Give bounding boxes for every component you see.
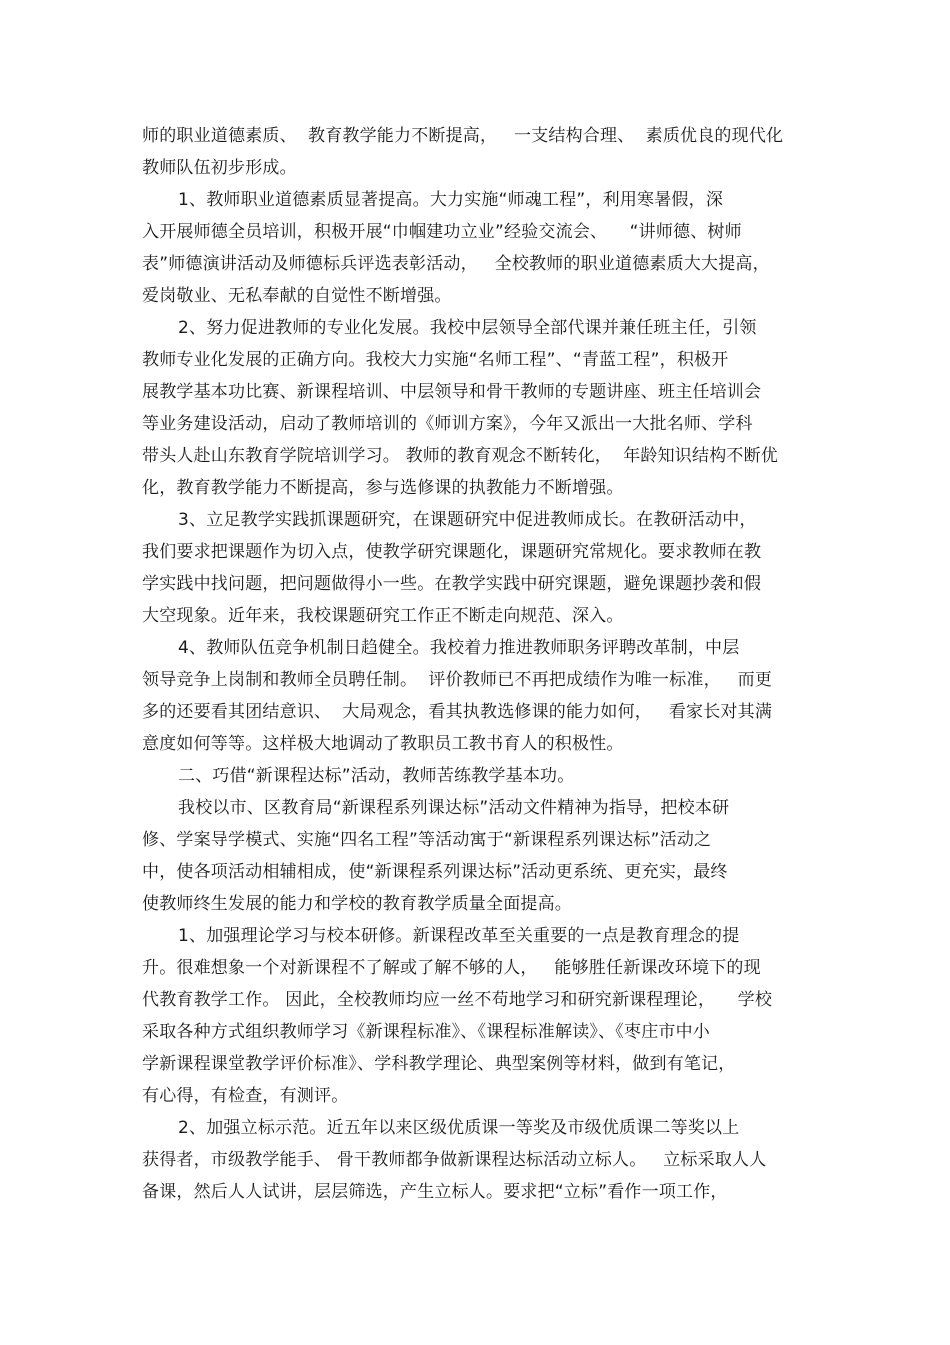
text-line: 4、教师队伍竞争机制日趋健全。我校着力推进教师职务评聘改革制，中层 bbox=[178, 638, 740, 658]
text-line: 中，使各项活动相辅相成，使“新课程系列课达标”活动更系统、更充实，最终 bbox=[142, 862, 728, 882]
text-line: 展教学基本功比赛、新课程培训、中层领导和骨干教师的专题讲座、班主任培训会 bbox=[142, 382, 762, 402]
text-line: 意度如何等等。这样极大地调动了教职员工教书育人的积极性。 bbox=[142, 734, 624, 754]
text-line: 学新课程课堂教学评价标准》、学科教学理论、典型案例等材料，做到有笔记， bbox=[142, 1054, 736, 1074]
text-line: 等业务建设活动，启动了教师培训的《师训方案》，今年又派出一大批名师、学科 bbox=[142, 414, 753, 434]
text-line: 我们要求把课题作为切入点，使教学研究课题化，课题研究常规化。要求教师在教 bbox=[142, 542, 762, 562]
text-line: 2、努力促进教师的专业化发展。我校中层领导全部代课并兼任班主任，引领 bbox=[178, 318, 757, 338]
text-line: 多的还要看其团结意识、 大局观念，看其执教选修课的能力如何， 看家长对其满 bbox=[142, 702, 773, 722]
text-line: 采取各种方式组织教师学习《新课程标准》、《课程标准解读》、《枣庄市中小 bbox=[142, 1022, 710, 1042]
text-line: 领导竞争上岗制和教师全员聘任制。 评价教师已不再把成绩作为唯一标准， 而更 bbox=[142, 670, 773, 690]
text-line: 3、立足教学实践抓课题研究，在课题研究中促进教师成长。在教研活动中， bbox=[178, 510, 757, 530]
text-line: 入开展师德全员培训，积极开展“巾帼建功立业”经验交流会、 “讲师德、树师 bbox=[142, 222, 742, 242]
text-line: 1、加强理论学习与校本研修。新课程改革至关重要的一点是教育理念的提 bbox=[178, 926, 740, 946]
text-line: 我校以市、区教育局“新课程系列课达标”活动文件精神为指导，把校本研 bbox=[178, 798, 730, 818]
text-line: 升。很难想象一个对新课程不了解或了解不够的人， 能够胜任新课改环境下的现 bbox=[142, 958, 761, 978]
text-line: 教师专业化发展的正确方向。我校大力实施“名师工程”、“青蓝工程”，积极开 bbox=[142, 350, 729, 370]
text-line: 使教师终生发展的能力和学校的教育教学质量全面提高。 bbox=[142, 894, 572, 914]
text-line: 化，教育教学能力不断提高，参与选修课的执教能力不断增强。 bbox=[142, 478, 624, 498]
text-line: 1、教师职业道德素质显著提高。大力实施“师魂工程”，利用寒暑假，深 bbox=[178, 190, 724, 210]
text-line: 备课，然后人人试讲，层层筛选，产生立标人。要求把“立标”看作一项工作， bbox=[142, 1182, 728, 1202]
text-line: 代教育教学工作。 因此，全校教师均应一丝不苟地学习和研究新课程理论， 学校 bbox=[142, 990, 773, 1010]
text-line: 修、学案导学模式、实施“四名工程”等活动寓于“新课程系列课达标”活动之 bbox=[142, 830, 712, 850]
text-line: 学实践中找问题，把问题做得小一些。在教学实践中研究课题，避免课题抄袭和假 bbox=[142, 574, 762, 594]
text-line: 教师队伍初步形成。 bbox=[142, 158, 297, 178]
text-line: 表”师德演讲活动及师德标兵评选表彰活动， 全校教师的职业道德素质大大提高， bbox=[142, 254, 770, 274]
text-line: 带头人赴山东教育学院培训学习。 教师的教育观念不断转化， 年龄知识结构不断优 bbox=[142, 446, 779, 466]
text-line: 获得者，市级教学能手、 骨干教师都争做新课程达标活动立标人。 立标采取人人 bbox=[142, 1150, 767, 1170]
text-line: 有心得，有检查，有测评。 bbox=[142, 1086, 349, 1106]
text-line: 2、加强立标示范。近五年以来区级优质课一等奖及市级优质课二等奖以上 bbox=[178, 1118, 740, 1138]
section-heading: 二、巧借“新课程达标”活动，教师苦练教学基本功。 bbox=[178, 766, 575, 786]
text-line: 大空现象。近年来，我校课题研究工作正不断走向规范、深入。 bbox=[142, 606, 624, 626]
text-line: 爱岗敬业、无私奉献的自觉性不断增强。 bbox=[142, 286, 452, 306]
text-line: 师的职业道德素质、 教育教学能力不断提高， 一支结构合理、 素质优良的现代化 bbox=[142, 126, 784, 146]
